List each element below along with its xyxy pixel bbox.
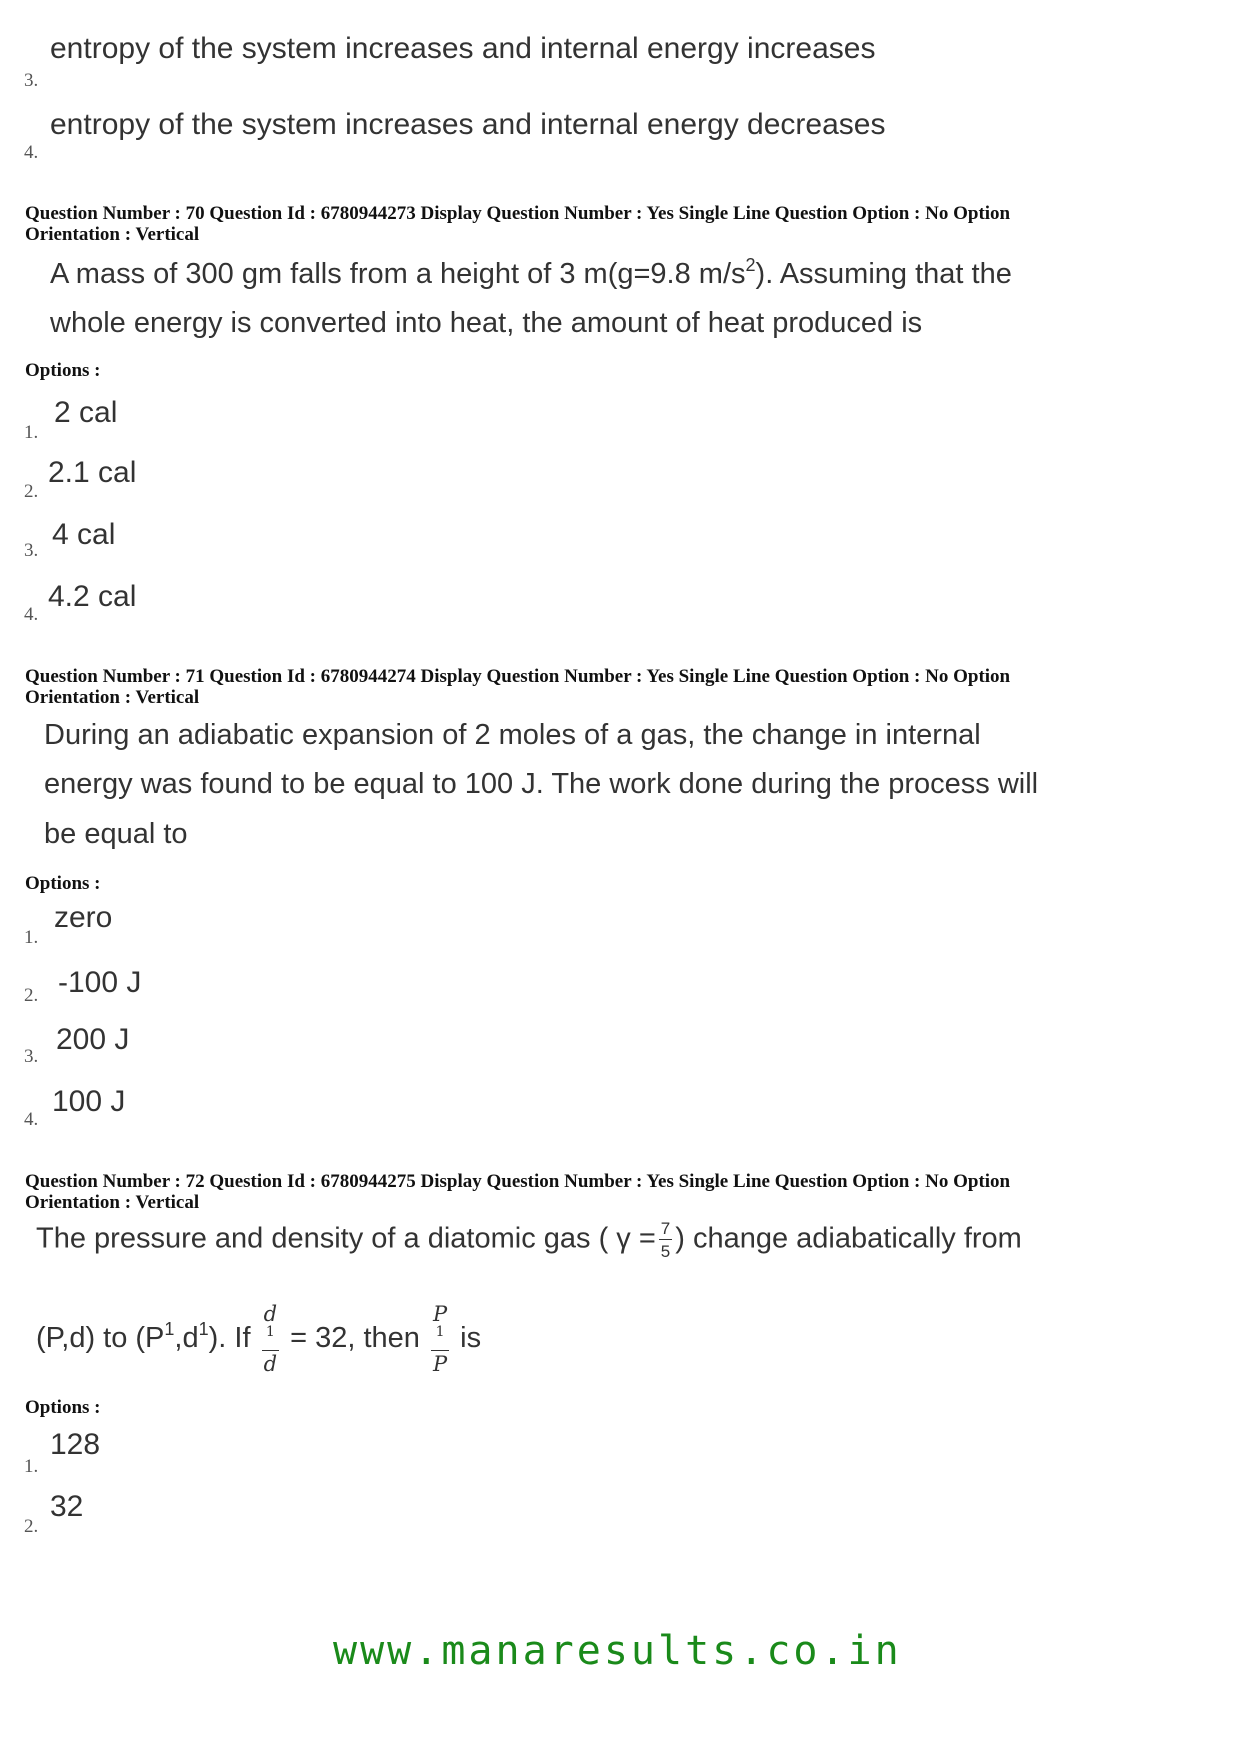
question-70-option-2-number: 2. [24,481,39,502]
question-72-options-label: Options : [25,1397,101,1418]
question-71-option-1-number: 1. [24,927,39,948]
watermark-url: www.manaresults.co.in [333,1628,902,1674]
question-72-meta-line1: Question Number : 72 Question Id : 6780944275 Display Question Number : Yes Single Line Question Option : No Option [25,1171,1011,1192]
pressure-ratio-fraction: P $^1$ P [432,1302,448,1376]
question-72-option-1-text: 128 [50,1428,101,1461]
gamma-fraction: $\frac{7}{5}$ [660,1219,671,1261]
question-70-text-line1: A mass of 300 gm falls from a height of 3 m(g=9.8 $m/s^2$). Assuming that the [50,255,1012,290]
question-72-text-line2: (P,d) to $(P^1,d^1)$. If d $^1$ d = 32, then P $^1$ P is [36,1302,482,1376]
question-71-text-line3: be equal to [44,818,188,850]
question-71-option-4-text: 100 J [52,1085,126,1118]
question-71-option-2-number: 2. [24,985,39,1006]
question-72-meta-line2: Orientation : Vertical [25,1192,200,1213]
question-72-option-2-number: 2. [24,1516,39,1537]
question-70-option-1-number: 1. [24,422,39,443]
question-70-option-4-number: 4. [24,604,39,625]
question-71-meta [25,666,1175,708]
question-72-option-1-number: 1. [24,1456,39,1477]
question-71-meta-line2: Orientation : Vertical [25,687,200,708]
question-71-option-4-number: 4. [24,1109,39,1130]
prev-option-4-text: entropy of the system increases and internal energy decreases [50,108,886,141]
question-70-option-3-number: 3. [24,540,39,561]
question-70-text-line2: whole energy is converted into heat, the amount of heat produced is [50,307,923,339]
question-71-option-1-text: zero [54,901,113,934]
question-72-option-2-text: 32 [50,1490,84,1523]
prev-option-3-text: entropy of the system increases and internal energy increases [50,32,876,65]
question-70-option-2-text: 2.1 cal [48,456,137,489]
question-70-options-label: Options : [25,360,101,381]
question-71-option-3-number: 3. [24,1046,39,1067]
question-71-option-2-text: -100 J [58,966,142,999]
prev-option-4-number: 4. [24,142,39,163]
question-70-meta-line2: Orientation : Vertical [25,224,200,245]
question-70-option-3-text: 4 cal [52,518,116,551]
question-70-option-1-text: 2 cal [54,396,118,429]
density-ratio-fraction: d $^1$ d [263,1302,278,1376]
question-70-option-4-text: 4.2 cal [48,580,137,613]
question-70-meta [25,203,1175,245]
question-71-text-line2: energy was found to be equal to 100 J. The work done during the process will [44,768,1039,800]
question-72-meta [25,1171,1175,1213]
question-70-meta-line1: Question Number : 70 Question Id : 6780944273 Display Question Number : Yes Single Line Question Option : No Option [25,203,1011,224]
question-71-option-3-text: 200 J [56,1023,130,1056]
prev-option-3-number: 3. [24,70,39,91]
question-71-meta-line1: Question Number : 71 Question Id : 6780944274 Display Question Number : Yes Single Line Question Option : No Option [25,666,1011,687]
question-72-text-line1: The pressure and density of a diatomic gas ( γ = $\frac{7}{5}$ ) change adiabatically from [36,1219,1022,1261]
question-71-text-line1: During an adiabatic expansion of 2 moles of a gas, the change in internal [44,719,981,751]
question-71-options-label: Options : [25,873,101,894]
